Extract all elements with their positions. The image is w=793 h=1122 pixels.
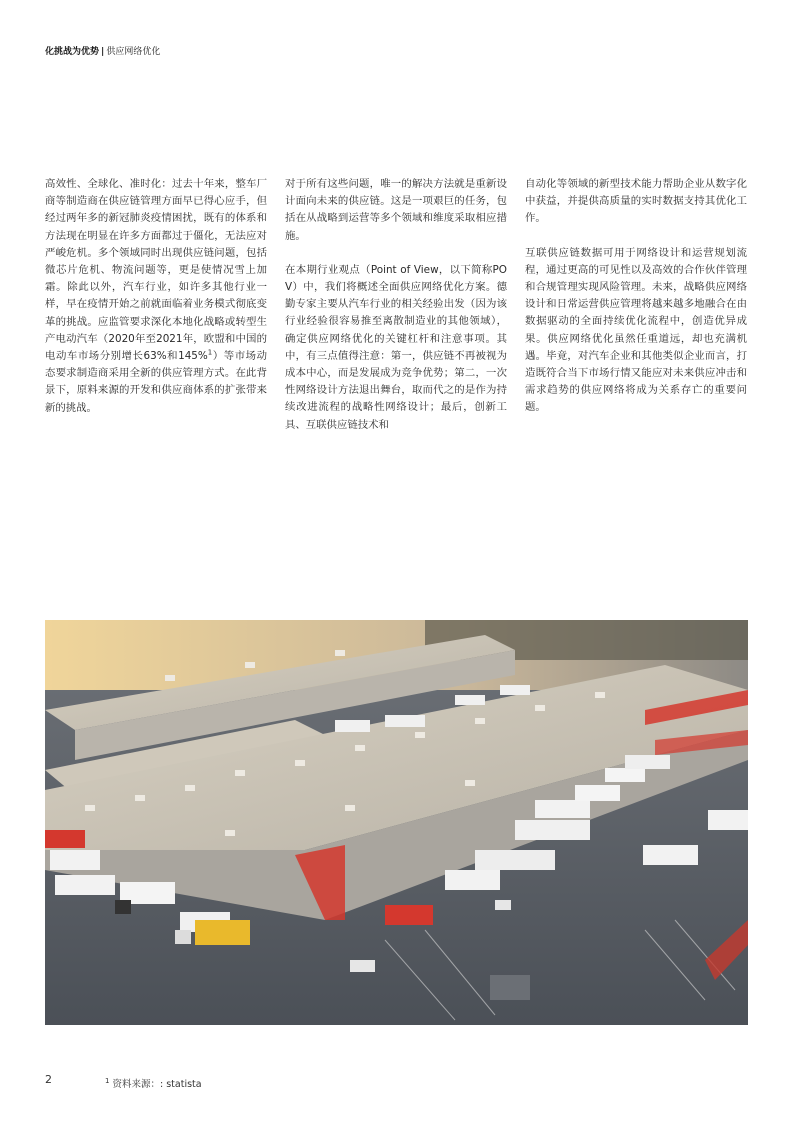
footnote-reference: 1 [207, 348, 213, 357]
warehouse-aerial-photo [45, 620, 748, 1025]
running-header [45, 44, 160, 57]
paragraph: 互联供应链数据可用于网络设计和运营规划流程，通过更高的可见性以及高效的合作伙伴管理和合规管理实现风险管理。未来，战略供应网络设计和日常运营供应管理将越来越多地融合在由数据驱动的全面持续优化流程中，创造优异成果。供应网络优化虽然任重道远，却也充满机遇。毕竟，对汽车企业和其他类似企业而言，打造既符合当下市场行情又能应对未来供应冲击和需求趋势的供应网络将成为关系存亡的重要问题。 [525, 246, 747, 414]
text-column-3 [525, 176, 747, 434]
footnote [105, 1076, 202, 1090]
page-number: 2 [45, 1073, 52, 1086]
paragraph [45, 176, 267, 417]
footnote-mark: 1 [105, 1076, 110, 1085]
paragraph: 在本期行业观点（Point of View，以下简称POV）中，我们将概述全面供应网络优化方案。德勤专家主要从汽车行业的相关经验出发（因为该行业经验很容易推至离散制造业的其他领域），确定供应网络优化的关键杠杆和注意事项。其中，有三点值得注意：第一，供应链不再被视为成本中心，而是发展成为竞争优势；第二，一次性网络设计方法退出舞台，取而代之的是作为持续改进流程的战略性网络设计；最后，创新工具、互联供应链技术和 [285, 263, 507, 431]
paragraph-text-tail: ）等市场动态要求制造商采用全新的供应管理方式。在此背景下，原料来源的开发和供应商体系的扩张带来新的挑战。 [45, 350, 267, 414]
header-section: 化挑战为优势 [45, 47, 100, 57]
header-separator: | [101, 47, 105, 57]
header-title: 供应网络优化 [106, 47, 161, 57]
paragraph: 对于所有这些问题，唯一的解决方法就是重新设计面向未来的供应链。这是一项艰巨的任务，包括在从战略到运营等多个领域和维度采取相应措施。 [285, 178, 507, 242]
footnote-text: 资料来源：: statista [112, 1079, 202, 1090]
paragraph: 自动化等领域的新型技术能力帮助企业从数字化中获益，并提供高质量的实时数据支持其优化工作。 [525, 178, 747, 225]
text-column-2 [285, 176, 507, 451]
paragraph-text: 高效性、全球化、准时化：过去十年来，整车厂商等制造商在供应链管理方面早已得心应手，但经过两年多的新冠肺炎疫情困扰，既有的体系和方法现在明显在许多方面都过于僵化，无法应对严峻危机。多个领域同时出现供应链问题，包括微芯片危机、物流问题等，更是使情况雪上加霜。除此以外，汽车行业，如许多其他行业一样，早在疫情开始之前就面临着业务模式彻底变革的挑战。应监管要求深化本地化战略或转型生产电动汽车（2020年至2021年，欧盟和中国的电动车市场分别增长63%和145% [45, 178, 267, 363]
text-column-1 [45, 176, 267, 434]
